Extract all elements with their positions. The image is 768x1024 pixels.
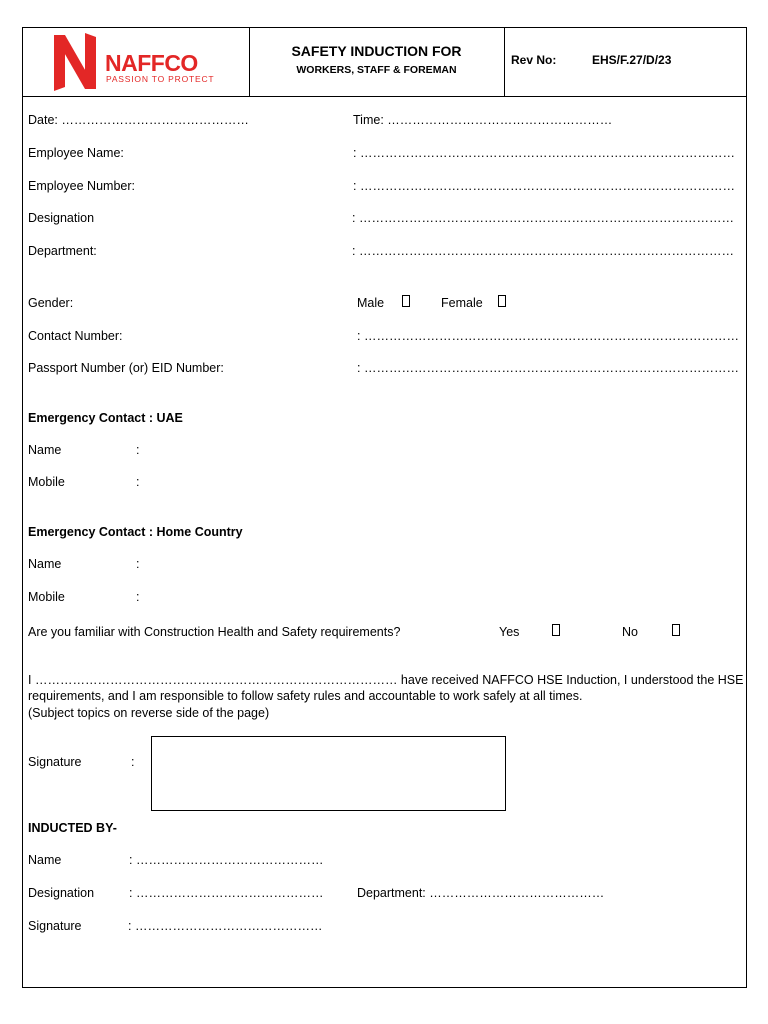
department-label: Department: — [28, 244, 97, 258]
gender-label: Gender: — [28, 296, 74, 310]
emergency-home-heading: Emergency Contact : Home Country — [28, 525, 243, 539]
department-field[interactable]: : ……………………………………………………………………………… — [352, 244, 734, 258]
inducted-designation-field[interactable]: : ……………………………………… — [129, 886, 324, 900]
gender-female-label: Female — [441, 296, 483, 310]
signature-colon: : — [131, 755, 135, 769]
rev-label: Rev No: — [511, 53, 557, 67]
form-frame — [22, 27, 747, 988]
time-field[interactable]: Time: ……………………………………………… — [353, 113, 613, 127]
passport-field[interactable]: : ……………………………………………………………………………… — [357, 361, 739, 375]
signature-label: Signature — [28, 755, 82, 769]
designation-field[interactable]: : ……………………………………………………………………………… — [352, 211, 734, 225]
employee-number-label: Employee Number: — [28, 179, 135, 193]
inducted-signature-label: Signature — [28, 919, 82, 933]
familiarity-no-label: No — [622, 625, 638, 639]
inducted-by-heading: INDUCTED BY- — [28, 821, 117, 835]
logo-wordmark: NAFFCO — [105, 50, 198, 76]
inducted-signature-field[interactable]: : ……………………………………… — [128, 919, 323, 933]
revision-cell — [505, 28, 746, 96]
declaration-line-2: requirements, and I am responsible to follow safety rules and accountable to work safely at all times. — [28, 689, 583, 703]
emergency-home-mobile-label: Mobile — [28, 590, 65, 604]
familiarity-question: Are you familiar with Construction Health and Safety requirements? — [28, 625, 401, 639]
emergency-uae-name-field[interactable]: : — [136, 443, 140, 457]
declaration-line-1: I …………………………………………………………………………… have received NAFFCO HSE Induction, I understood the HSE — [28, 673, 744, 687]
inducted-name-field[interactable]: : ……………………………………… — [129, 853, 324, 867]
gender-female-checkbox[interactable] — [498, 295, 506, 307]
emergency-home-mobile-field[interactable]: : — [136, 590, 140, 604]
title-cell — [249, 28, 505, 96]
designation-label: Designation — [28, 211, 95, 225]
passport-label: Passport Number (or) EID Number: — [28, 361, 224, 375]
employee-number-field[interactable]: : ……………………………………………………………………………… — [353, 179, 735, 193]
familiarity-no-checkbox[interactable] — [672, 624, 680, 636]
emergency-home-name-field[interactable]: : — [136, 557, 140, 571]
logo-tagline: PASSION TO PROTECT — [106, 74, 215, 84]
declaration-line-3: (Subject topics on reverse side of the page) — [28, 706, 270, 720]
emergency-home-name-label: Name — [28, 557, 62, 571]
familiarity-yes-checkbox[interactable] — [552, 624, 560, 636]
emergency-uae-mobile-field[interactable]: : — [136, 475, 140, 489]
form-title: SAFETY INDUCTION FOR — [291, 43, 462, 59]
inducted-department-field[interactable]: Department: …………………………………… — [357, 886, 605, 900]
emergency-uae-mobile-label: Mobile — [28, 475, 65, 489]
employee-name-field[interactable]: : ……………………………………………………………………………… — [353, 146, 735, 160]
naffco-logo-icon — [51, 31, 99, 93]
emergency-uae-heading: Emergency Contact : UAE — [28, 411, 183, 425]
gender-male-checkbox[interactable] — [402, 295, 410, 307]
logo-cell — [23, 28, 250, 96]
rev-value: EHS/F.27/D/23 — [592, 53, 672, 67]
inducted-name-label: Name — [28, 853, 62, 867]
form-header — [23, 28, 746, 97]
contact-number-field[interactable]: : ……………………………………………………………………………… — [357, 329, 739, 343]
date-field[interactable]: Date: ……………………………………… — [28, 113, 249, 127]
contact-number-label: Contact Number: — [28, 329, 123, 343]
emergency-uae-name-label: Name — [28, 443, 62, 457]
gender-male-label: Male — [357, 296, 385, 310]
employee-name-label: Employee Name: — [28, 146, 124, 160]
familiarity-yes-label: Yes — [499, 625, 520, 639]
signature-box[interactable] — [151, 736, 506, 811]
inducted-designation-label: Designation — [28, 886, 95, 900]
form-subtitle: WORKERS, STAFF & FOREMAN — [296, 64, 457, 76]
